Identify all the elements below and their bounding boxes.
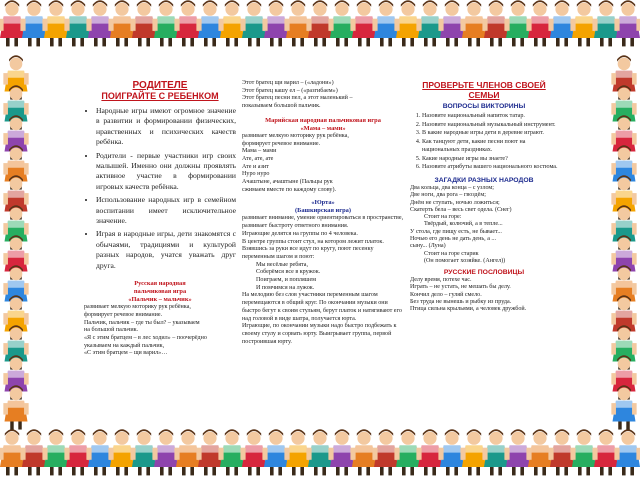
child-figure (219, 429, 245, 475)
game1-subtitle: «Мама – мами» (300, 124, 346, 132)
child-figure (131, 0, 157, 46)
riddles-text: Два кольца, два конца – с узлом; Две ноги, два рога – гвоздём; Днём не ступать, ночью ложиться; Скатерть бела – весь свет одела. (Снег) Стоит на горе: Твёрдый, колючий, а в тепле... У стола, где пищу есть, не бывает... Ночью его день не дать день, а ... сыну... (Луна) Стоит на горе старик (Он помогает хозяйке. (Ангел)) (410, 184, 512, 264)
game-title: пальчиковая игра (133, 288, 187, 296)
child-figure (505, 0, 531, 46)
child-figure (611, 295, 636, 339)
child-figure (611, 325, 636, 369)
child-figure (593, 0, 619, 46)
parents-column (84, 80, 236, 390)
child-figure (285, 0, 311, 46)
child-figure (3, 295, 28, 339)
game1-title: Марийская народная пальчиковая игра (265, 116, 381, 124)
child-figure (351, 429, 377, 475)
child-figure (3, 85, 28, 129)
bullet-item: • Играя в народные игры, дети знакомятся с обычаями, традициями и культурой разных народов, учатся уважать друг друга. (96, 229, 236, 271)
child-figure (351, 0, 377, 46)
quiz-column (410, 80, 558, 370)
child-figure (571, 0, 597, 46)
child-figure (153, 429, 179, 475)
game-title: «Пальчик – мальчик» (128, 296, 192, 304)
game2-text: развивает внимание, умение ориентироваться в пространстве, развивает быстроту ответного внимания. Играющие делятся на группы по 4 человека. В центре группы стоит стул, на котором лежит платок. Взявшись за руки все идут по кругу, поют песенку переменным шагом и поют: Мы весёлые ребята, Соберёмся все в кружок. Поиграем, и попляшем И помчимся на лужок. На мелодию без слов участники переменным шагом перемещаются в общий круг. По окончании музыки они быстро бегут к своим стульям, берут платок и натягивают его над головой в виде шатра, получается юрта. Играющие, по окончании музыки надо быстро подбежать к своему стулу и сорвать юрту. Выигрывает группа, первой построившая юрту. (242, 215, 404, 345)
child-figure (3, 265, 28, 309)
col3-title: ПРОВЕРЬТЕ ЧЛЕНОВ СВОЕЙ СЕМЬИ (422, 80, 546, 100)
child-figure (611, 85, 636, 129)
child-figure (611, 235, 636, 279)
quiz-item: 3. В какие народные игры дети в деревне играют. (422, 130, 558, 138)
child-figure (611, 265, 636, 309)
child-figure (439, 429, 465, 475)
child-figure (0, 0, 25, 46)
child-figure (611, 355, 636, 399)
child-figure (263, 429, 289, 475)
proverbs-title: РУССКИЕ ПОСЛОВИЦЫ (443, 269, 525, 277)
child-figure (3, 55, 28, 99)
child-figure (615, 0, 640, 46)
child-figure (3, 325, 28, 369)
quiz-item: 6. Назовите атрибуты вашего национального костюма. (422, 164, 558, 172)
col1-subtitle: ПОИГРАЙТЕ С РЕБЕНКОМ (101, 91, 219, 101)
child-figure (461, 0, 487, 46)
child-figure (87, 0, 113, 46)
child-figure (175, 429, 201, 475)
quiz-item: 5. Какие народные игры вы знаете? (422, 156, 558, 164)
child-figure (307, 0, 333, 46)
child-figure (65, 429, 91, 475)
child-figure (3, 145, 28, 189)
child-figure (175, 0, 201, 46)
game-title: Русская народная (134, 280, 186, 288)
child-figure (3, 175, 28, 219)
game2-subtitle: (Башкирская игра) (295, 207, 351, 215)
child-figure (611, 205, 636, 249)
quiz-item: 1. Назовите национальный напиток татар. (422, 113, 558, 121)
child-figure (549, 0, 575, 46)
child-figure (87, 429, 113, 475)
child-figure (611, 55, 636, 99)
quiz-title: ВОПРОСЫ ВИКТОРИНЫ (442, 103, 526, 110)
child-figure (417, 0, 443, 46)
child-figure (197, 0, 223, 46)
child-figure (439, 0, 465, 46)
child-figure (611, 115, 636, 159)
child-figure (593, 429, 619, 475)
game-text: развивает мелкую моторику рук ребёнка, формирует речевое внимание. Пальчик, пальчик – где ты был? – указываем на большой пальчик. «Я с этим братцем – в лес ходил» – поочерёдно указываем на каждый пальчик, «С этим братцем – щи варил»… (84, 304, 207, 357)
bullet-item: • Родители - первые участники игр своих малышей. Именно они должны проявлять активное участие в формировании игровых качеств ребёнка. (96, 151, 236, 193)
child-figure (109, 0, 135, 46)
game1-text: развивает мелкую моторику рук ребёнка, формирует речевое внимание. Мама – мами Ате, ате, ате Ате и азит Нуро нуро Ачаштыне, ачаштыне (Пальцы рук сжимаем вместе по каждому слову). (242, 132, 349, 193)
child-figure (241, 429, 267, 475)
child-figure (527, 429, 553, 475)
child-figure (3, 385, 28, 429)
child-figure (43, 429, 69, 475)
child-figure (43, 0, 69, 46)
child-figure (153, 0, 179, 46)
quiz-list (410, 113, 558, 172)
games-column (242, 80, 404, 380)
child-figure (197, 429, 223, 475)
child-figure (329, 0, 355, 46)
child-figure (3, 205, 28, 249)
child-figure (241, 0, 267, 46)
quiz-item: 4. Как танцуют дети, какие песни поют на национальных праздниках. (422, 139, 558, 154)
child-figure (373, 0, 399, 46)
riddles-title: ЗАГАДКИ РАЗНЫХ НАРОДОВ (434, 176, 534, 184)
child-figure (611, 145, 636, 189)
child-figure (21, 429, 47, 475)
child-figure (329, 429, 355, 475)
child-figure (505, 429, 531, 475)
child-figure (395, 0, 421, 46)
bullet-item: • Народные игры имеют огромное значение в развитии и формировании физических, нравственных и психических качеств ребёнка. (96, 106, 236, 148)
child-figure (615, 429, 640, 475)
child-figure (3, 355, 28, 399)
child-figure (307, 429, 333, 475)
col1-title: РОДИТЕЛЕ (132, 80, 188, 91)
child-figure (109, 429, 135, 475)
child-figure (611, 385, 636, 429)
child-figure (3, 235, 28, 279)
quiz-item: 2. Назовите национальный музыкальный инструмент. (422, 122, 558, 130)
proverbs-text: Делу время, потехе час. Играть – не устать, не мешать бы делу. Кончил дело – гуляй смело. Без труда не вынешь и рыбку из пруда. Птица сильна крыльями, а человек дружбой. (410, 277, 527, 313)
child-figure (219, 0, 245, 46)
child-figure (131, 429, 157, 475)
child-figure (483, 0, 509, 46)
parents-bullets (84, 106, 236, 271)
child-figure (263, 0, 289, 46)
child-figure (285, 429, 311, 475)
child-figure (373, 429, 399, 475)
child-figure (21, 0, 47, 46)
child-figure (611, 175, 636, 219)
child-figure (395, 429, 421, 475)
child-figure (3, 115, 28, 159)
child-figure (571, 429, 597, 475)
col2-top-text: Этот братец щи варил – («ладони») Этот братец кашу ел – («разгибаем») Этот братец песни пел, а этот маленький – показываем большой пальчик. (242, 80, 353, 110)
game2-title: «Юрта» (311, 199, 335, 207)
child-figure (461, 429, 487, 475)
child-figure (417, 429, 443, 475)
child-figure (483, 429, 509, 475)
child-figure (65, 0, 91, 46)
bullet-item: • Использование народных игр в семейном воспитании имеет исключительное значение. (96, 195, 236, 226)
child-figure (549, 429, 575, 475)
child-figure (0, 429, 25, 475)
child-figure (527, 0, 553, 46)
